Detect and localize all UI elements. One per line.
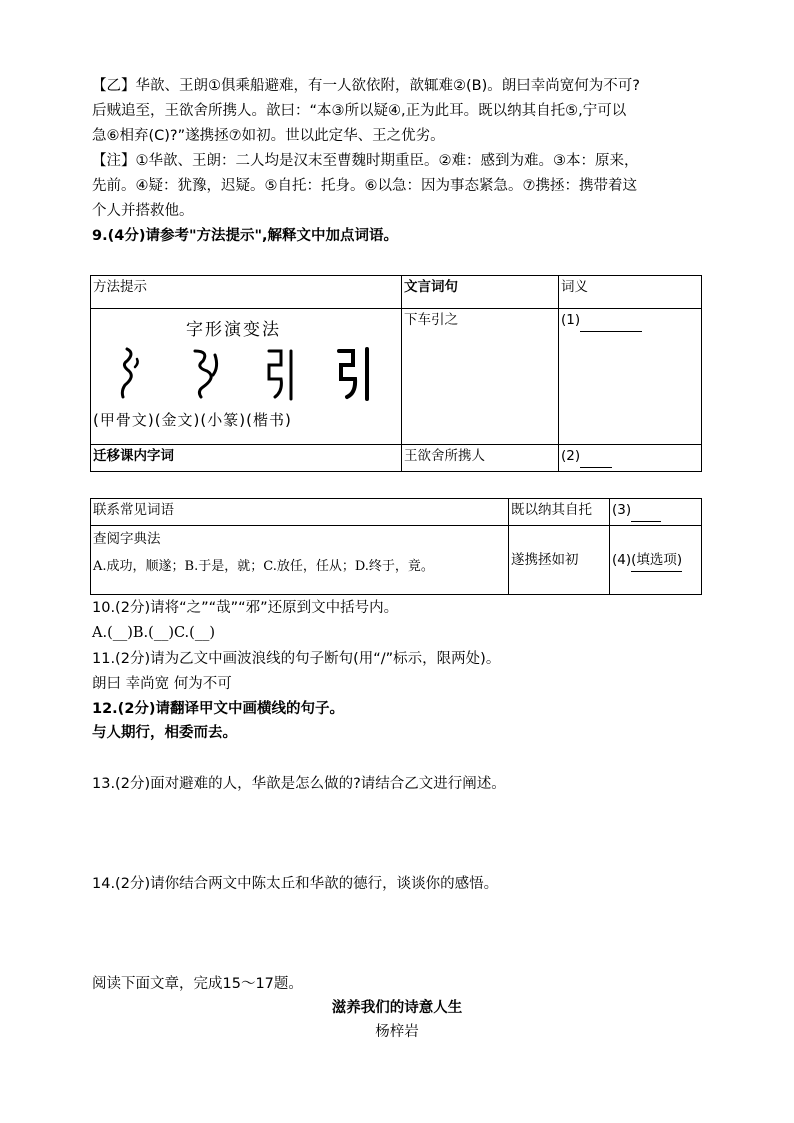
dictionary-options: A.成功，顺遂；B.于是，就；C.放任，任从；D.终于，竟。 bbox=[93, 559, 434, 574]
header-method: 方法提示 bbox=[91, 276, 402, 309]
note-line-3: 个人并搭救他。 bbox=[92, 203, 194, 219]
note-line-2: 先前。④疑：犹豫，迟疑。⑤自托：托身。⑥以急：因为事态紧急。⑦携拯：携带着这 bbox=[92, 178, 637, 194]
row2-method: 迁移课内字词 bbox=[91, 445, 402, 472]
q11-prompt: 11.(2分)请为乙文中画波浪线的句子断句(用“/”标示，限两处)。 bbox=[92, 651, 501, 667]
answer-blank-2[interactable] bbox=[580, 445, 612, 468]
small-seal-glyph bbox=[263, 345, 299, 401]
article-author: 杨梓岩 bbox=[375, 1024, 419, 1040]
article-title: 滋养我们的诗意人生 bbox=[331, 1000, 463, 1016]
oracle-bone-glyph bbox=[117, 345, 145, 401]
method-table-2 bbox=[90, 498, 702, 595]
t2-row2-method: 查阅字典法 A.成功，顺遂；B.于是，就；C.放任，任从；D.终于，竟。 bbox=[91, 526, 509, 595]
t2-row1-phrase: 既以纳其自托 bbox=[509, 499, 610, 526]
q11-sentence: 朗曰 幸尚宽 何为不可 bbox=[92, 676, 232, 692]
regular-script-glyph bbox=[335, 343, 375, 403]
evolution-title: 字形演变法 bbox=[186, 320, 281, 340]
reading-instruction: 阅读下面文章，完成15～17题。 bbox=[92, 976, 303, 992]
q10-answers[interactable]: A.(__)B.(__)C.(__) bbox=[92, 625, 215, 641]
q12-prompt: 12.(2分)请翻译甲文中画横线的句子。 bbox=[92, 701, 345, 717]
method-table-1 bbox=[90, 275, 702, 472]
row1-phrase: 下车引之 bbox=[402, 309, 559, 445]
t2-row2-answer: (4)(填选项) bbox=[610, 526, 702, 595]
q12-sentence: 与人期行，相委而去。 bbox=[92, 725, 237, 741]
bronze-glyph bbox=[187, 345, 223, 401]
q13-prompt: 13.(2分)面对避难的人，华歆是怎么做的?请结合乙文进行阐述。 bbox=[92, 776, 506, 792]
t2-row1-method: 联系常见词语 bbox=[91, 499, 509, 526]
q14-prompt: 14.(2分)请你结合两文中陈太丘和华歆的德行，谈谈你的感悟。 bbox=[92, 876, 499, 892]
passage-line-3: 急⑥相弃(C)?”遂携拯⑦如初。世以此定华、王之优劣。 bbox=[92, 128, 445, 144]
header-meaning: 词义 bbox=[559, 276, 702, 309]
answer-blank-3[interactable] bbox=[631, 499, 661, 522]
answer-blank-1[interactable] bbox=[580, 309, 642, 332]
t2-row1-answer: (3) bbox=[610, 499, 702, 526]
row2-answer: (2) bbox=[559, 445, 702, 472]
t2-row2-phrase: 遂携拯如初 bbox=[509, 526, 610, 595]
script-names: (甲骨文)(金文)(小篆)(楷书) bbox=[93, 411, 292, 429]
row2-phrase: 王欲舍所携人 bbox=[402, 445, 559, 472]
row1-answer: (1) bbox=[559, 309, 702, 445]
q9-prompt: 9.(4分)请参考"方法提示",解释文中加点词语。 bbox=[92, 228, 399, 244]
q14-answer-area[interactable] bbox=[92, 900, 702, 960]
passage-line-1: 【乙】华歆、王朗①俱乘船避难，有一人欲依附，歆辄难②(B)。朗曰幸尚宽何为不可? bbox=[92, 78, 640, 94]
q10-prompt: 10.(2分)请将“之”“哉”“邪”还原到文中括号内。 bbox=[92, 600, 399, 616]
answer-blank-4[interactable]: (填选项) bbox=[631, 549, 682, 572]
header-phrase: 文言词句 bbox=[402, 276, 559, 309]
passage-line-2: 后贼追至，王欲舍所携人。歆曰：“本③所以疑④,正为此耳。既以纳其自托⑤,宁可以 bbox=[92, 103, 627, 119]
q13-answer-area[interactable] bbox=[92, 800, 702, 860]
glyph-evolution-cell bbox=[91, 309, 402, 445]
note-line-1: 【注】①华歆、王朗：二人均是汉末至曹魏时期重臣。②难：感到为难。③本：原来， bbox=[92, 153, 639, 169]
